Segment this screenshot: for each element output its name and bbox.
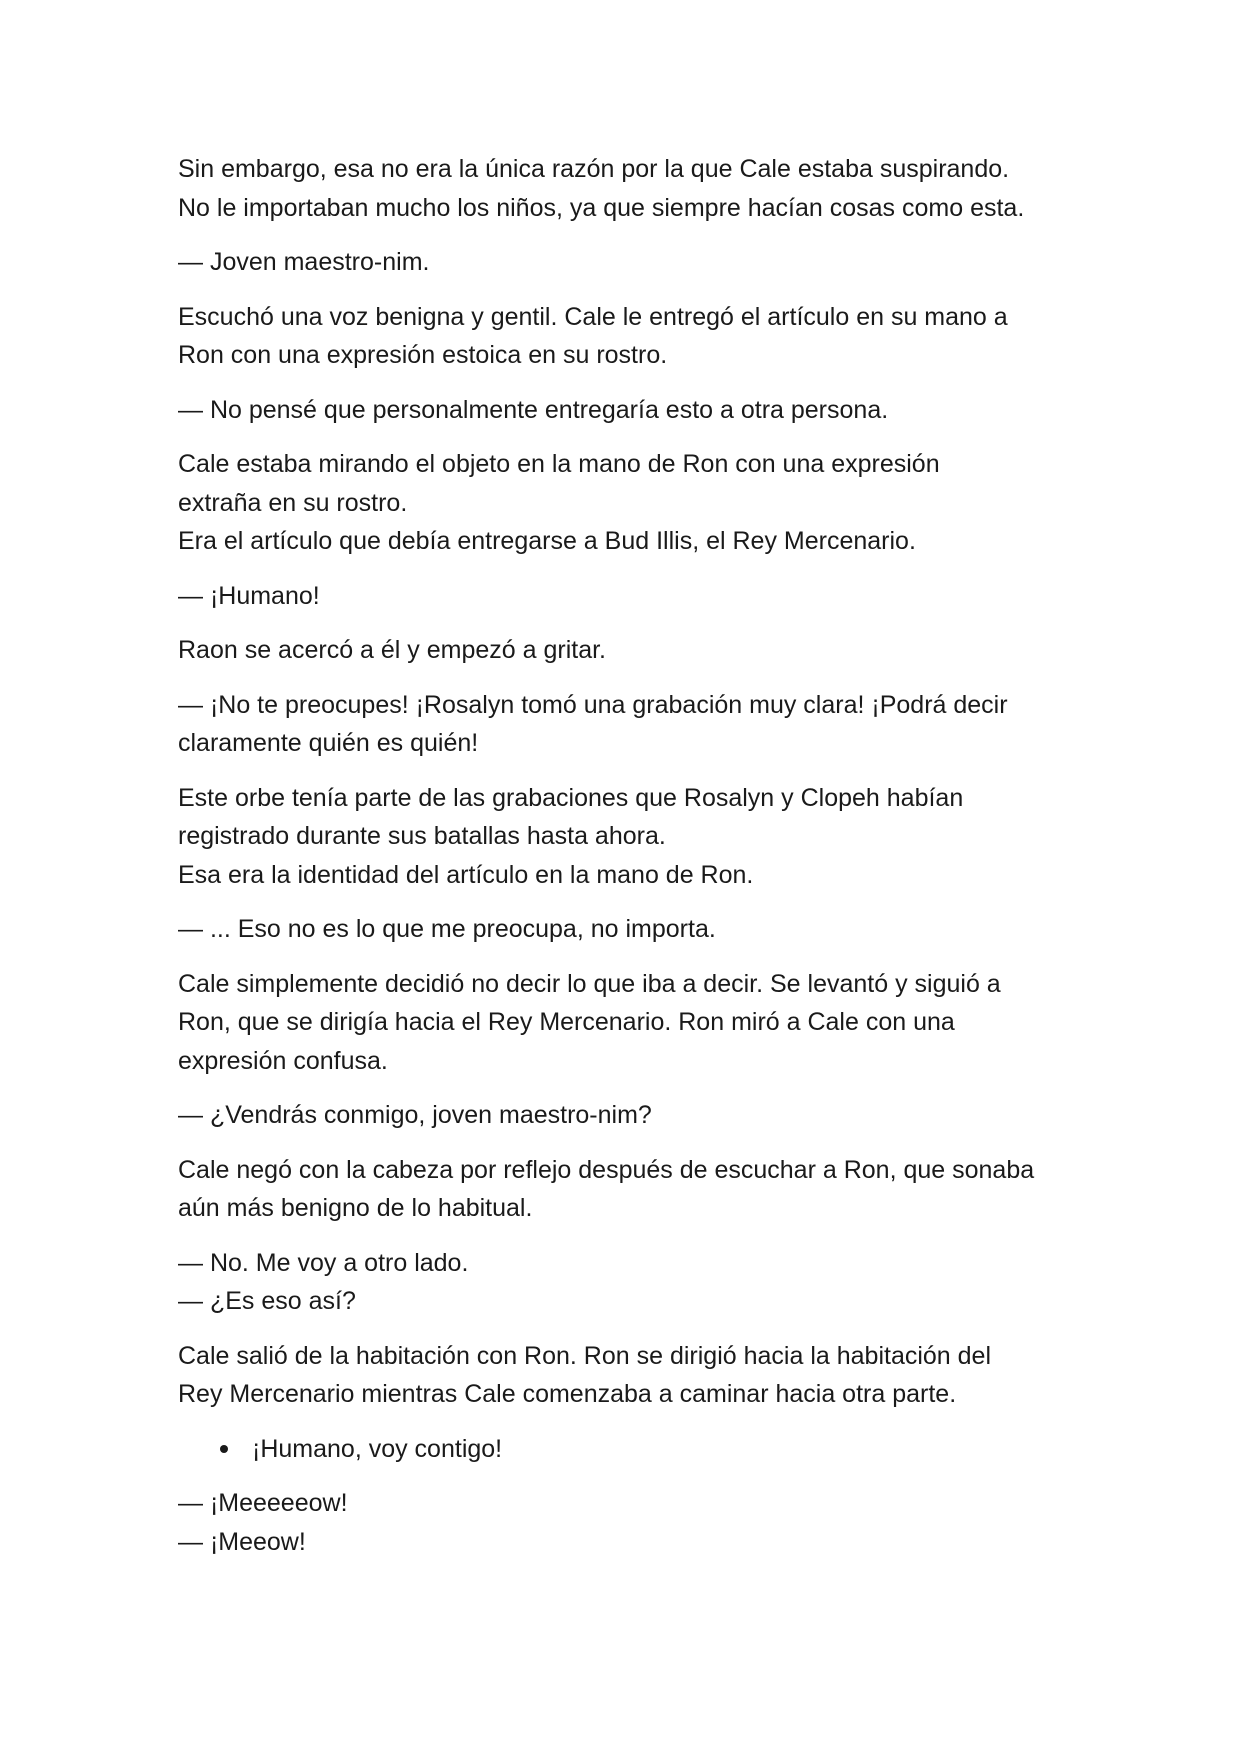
text-line: — ... Eso no es lo que me preocupa, no importa. (178, 915, 716, 943)
text-line: — ¡Meeow! (178, 1527, 306, 1556)
paragraph (178, 1337, 1078, 1414)
text-line: Escuchó una voz benigna y gentil. Cale le entregó el artículo en su mano a (178, 302, 1008, 331)
text-line: — ¡Humano! (178, 581, 320, 610)
paragraph (178, 243, 1078, 282)
paragraph (178, 1244, 1078, 1321)
text-line: claramente quién es quién! (178, 729, 479, 757)
text-line: Cale negó con la cabeza por reflejo después de escuchar a Ron, que sonaba (178, 1155, 1035, 1184)
document-body (178, 150, 1078, 1577)
text-line: — No pensé que personalmente entregaría esto a otra persona. (178, 395, 889, 424)
text-line: Ron con una expresión estoica en su rostro. (178, 341, 668, 369)
text-line: Ron, que se dirigía hacia el Rey Mercenario. Ron miró a Cale con una (178, 1008, 955, 1036)
text-line: Esa era la identidad del artículo en la mano de Ron. (178, 860, 754, 889)
paragraph (178, 391, 1078, 430)
text-line: Sin embargo, esa no era la única razón por la que Cale estaba suspirando. (178, 155, 1010, 183)
bullet-text: ¡Humano, voy contigo! (252, 1434, 503, 1463)
paragraph (178, 298, 1078, 375)
paragraph (178, 577, 1078, 616)
text-line: — ¡No te preocupes! ¡Rosalyn tomó una grabación muy clara! ¡Podrá decir (178, 690, 1008, 719)
paragraph (178, 1151, 1078, 1228)
text-line: aún más benigno de lo habitual. (178, 1194, 533, 1222)
text-line: Este orbe tenía parte de las grabaciones que Rosalyn y Clopeh habían (178, 783, 964, 812)
text-line: — ¿Es eso así? (178, 1287, 356, 1315)
paragraph (178, 631, 1078, 670)
text-line: Raon se acercó a él y empezó a gritar. (178, 636, 607, 664)
text-line: extraña en su rostro. (178, 488, 408, 517)
bullet-item (178, 1430, 1078, 1469)
text-line: Era el artículo que debía entregarse a Bud Illis, el Rey Mercenario. (178, 527, 916, 555)
text-line: Cale salió de la habitación con Ron. Ron se dirigió hacia la habitación del (178, 1341, 992, 1370)
text-line: No le importaban mucho los niños, ya que siempre hacían cosas como esta. (178, 193, 1025, 222)
text-line: — No. Me voy a otro lado. (178, 1248, 469, 1277)
text-line: — ¡Meeeeeow! (178, 1489, 348, 1517)
paragraph (178, 150, 1078, 227)
paragraph (178, 686, 1078, 763)
paragraph (178, 445, 1078, 561)
bullet-list (178, 1430, 1078, 1469)
bullet-dot-icon (220, 1445, 228, 1453)
paragraph (178, 1484, 1078, 1561)
paragraph (178, 910, 1078, 949)
text-line: expresión confusa. (178, 1046, 388, 1075)
paragraph (178, 1096, 1078, 1135)
text-line: Rey Mercenario mientras Cale comenzaba a caminar hacia otra parte. (178, 1380, 957, 1408)
text-line: registrado durante sus batallas hasta ahora. (178, 822, 666, 850)
text-line: — ¿Vendrás conmigo, joven maestro-nim? (178, 1101, 652, 1129)
text-line: Cale estaba mirando el objeto en la mano de Ron con una expresión (178, 450, 940, 478)
paragraph (178, 779, 1078, 895)
text-line: Cale simplemente decidió no decir lo que iba a decir. Se levantó y siguió a (178, 969, 1001, 998)
paragraph (178, 965, 1078, 1081)
text-line: — Joven maestro-nim. (178, 248, 430, 276)
